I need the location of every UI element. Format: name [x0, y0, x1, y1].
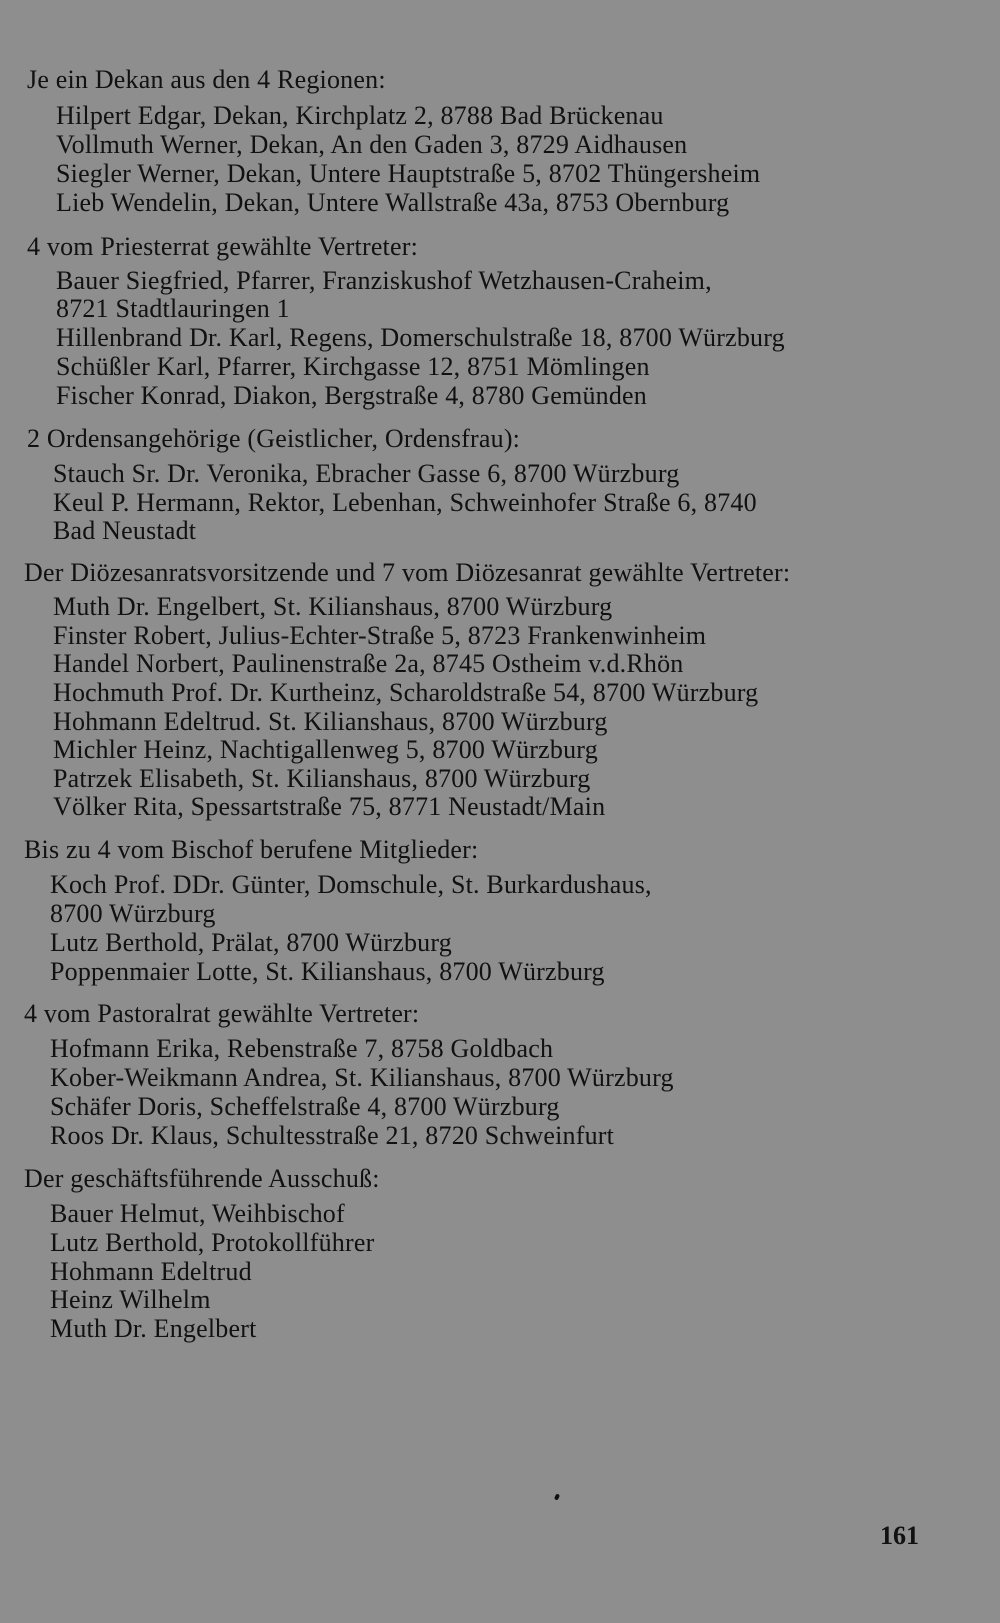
entry-line: Bauer Helmut, Weihbischof [50, 1199, 345, 1228]
entry-line: Lutz Berthold, Protokollführer [50, 1228, 375, 1257]
section-heading: Der Diözesanratsvorsitzende und 7 vom Diözesanrat gewählte Vertreter: [24, 558, 791, 587]
entry-line: Handel Norbert, Paulinenstraße 2a, 8745 Ostheim v.d.Rhön [53, 649, 684, 678]
entry-line: Vollmuth Werner, Dekan, An den Gaden 3, 8729 Aidhausen [56, 130, 688, 159]
entry-line: Lieb Wendelin, Dekan, Untere Wallstraße 43a, 8753 Obernburg [56, 188, 730, 217]
section-heading: 4 vom Priesterrat gewählte Vertreter: [27, 232, 419, 261]
entry-line: Bauer Siegfried, Pfarrer, Franziskushof Wetzhausen-Craheim, [56, 266, 712, 295]
entry-line: Bad Neustadt [53, 516, 197, 545]
section-heading: Je ein Dekan aus den 4 Regionen: [27, 65, 386, 94]
section-heading: Bis zu 4 vom Bischof berufene Mitglieder: [24, 835, 479, 864]
entry-line: Hilpert Edgar, Dekan, Kirchplatz 2, 8788 Bad Brückenau [56, 101, 664, 130]
entry-line: 8700 Würzburg [50, 899, 216, 928]
entry-line: 8721 Stadtlauringen 1 [56, 294, 290, 323]
entry-line: Finster Robert, Julius-Echter-Straße 5, 8723 Frankenwinheim [53, 621, 707, 650]
section-heading: 2 Ordensangehörige (Geistlicher, Ordensfrau): [27, 424, 521, 453]
entry-line: Siegler Werner, Dekan, Untere Hauptstraße 5, 8702 Thüngersheim [56, 159, 761, 188]
entry-line: Hohmann Edeltrud. St. Kilianshaus, 8700 Würzburg [53, 707, 608, 736]
entry-line: Koch Prof. DDr. Günter, Domschule, St. Burkardushaus, [50, 870, 652, 899]
entry-line: Roos Dr. Klaus, Schultesstraße 21, 8720 Schweinfurt [50, 1121, 615, 1150]
entry-line: Fischer Konrad, Diakon, Bergstraße 4, 8780 Gemünden [56, 381, 647, 410]
entry-line: Michler Heinz, Nachtigallenweg 5, 8700 Würzburg [53, 735, 598, 764]
entry-line: Muth Dr. Engelbert, St. Kilianshaus, 8700 Würzburg [53, 592, 613, 621]
entry-line: Heinz Wilhelm [50, 1285, 211, 1314]
entry-line: Hillenbrand Dr. Karl, Regens, Domerschulstraße 18, 8700 Würzburg [56, 323, 785, 352]
entry-line: Schäfer Doris, Scheffelstraße 4, 8700 Würzburg [50, 1092, 560, 1121]
entry-line: Keul P. Hermann, Rektor, Lebenhan, Schweinhofer Straße 6, 8740 [53, 488, 757, 517]
section-heading: Der geschäftsführende Ausschuß: [24, 1164, 380, 1193]
entry-line: Poppenmaier Lotte, St. Kilianshaus, 8700 Würzburg [50, 957, 605, 986]
entry-line: Patrzek Elisabeth, St. Kilianshaus, 8700 Würzburg [53, 764, 591, 793]
entry-line: Hochmuth Prof. Dr. Kurtheinz, Scharoldstraße 54, 8700 Würzburg [53, 678, 759, 707]
entry-line: Völker Rita, Spessartstraße 75, 8771 Neustadt/Main [53, 792, 606, 821]
entry-line: Schüßler Karl, Pfarrer, Kirchgasse 12, 8751 Mömlingen [56, 352, 650, 381]
entry-line: Lutz Berthold, Prälat, 8700 Würzburg [50, 928, 452, 957]
entry-line: Muth Dr. Engelbert [50, 1314, 257, 1343]
entry-line: Kober-Weikmann Andrea, St. Kilianshaus, 8700 Würzburg [50, 1063, 674, 1092]
entry-line: Hohmann Edeltrud [50, 1257, 252, 1286]
page-number: 161 [880, 1521, 919, 1550]
scan-speck [554, 1493, 560, 1500]
entry-line: Hofmann Erika, Rebenstraße 7, 8758 Goldbach [50, 1034, 554, 1063]
entry-line: Stauch Sr. Dr. Veronika, Ebracher Gasse 6, 8700 Würzburg [53, 459, 680, 488]
section-heading: 4 vom Pastoralrat gewählte Vertreter: [24, 999, 420, 1028]
